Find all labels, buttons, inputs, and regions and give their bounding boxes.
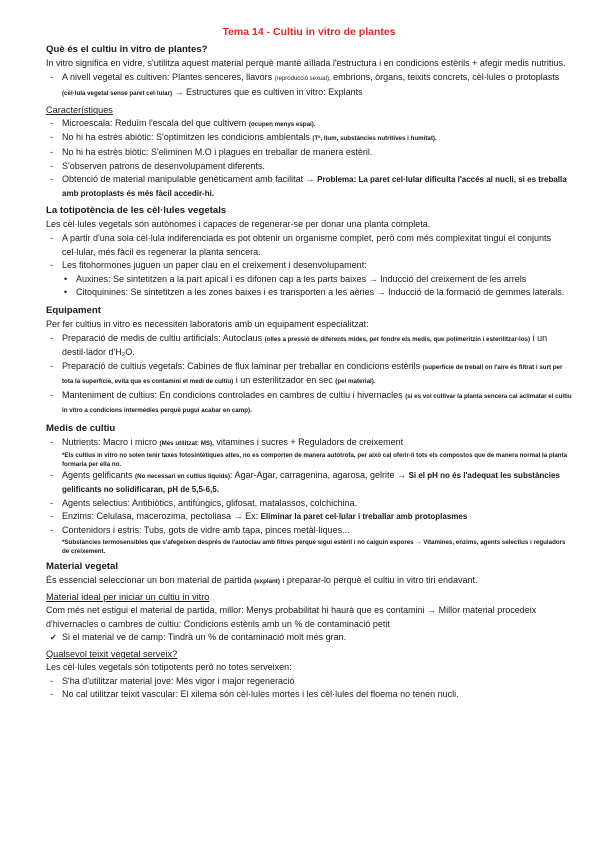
- list-item: - Microescala: Reduïm l'escala del que cultivem (ocupen menys espai).: [46, 117, 572, 132]
- paragraph-plant-material: És essencial seleccionar un bon material de partida (explant) i preparar-lo perquè el cultiu in vitro tiri endavant.: [46, 574, 478, 585]
- list-item: - A nivell vegetal es cultiven: Plantes senceres, llavors (reproducció sexual), embrions, òrgans, teixits concrets, cèl·lules o protoplasts (cèl·lula vegetal sense paret cel·lular) → Estructures que es cultiven in vitro: Explants: [46, 71, 572, 101]
- list-item: - Enzims: Celulasa, macerozima, pectoliasa → Ex: Eliminar la paret cel·lular i treballar amb protoplasmes: [46, 510, 572, 524]
- section-heading-totipotency: La totipotència de les cèl·lules vegetals: [46, 205, 227, 217]
- paragraph-ideal-material: Com més net estigui el material de partida, millor: Menys probabilitat hi haurà que es contamini → Millor material procedeix d'hivernacles o cambres de cultiu: Condicions estèrils amb un % de contaminació petit: [46, 605, 537, 629]
- list-item: - Agents selectius: Antibiòtics, antifúngics, glifosat, matalassos, colchichina.: [46, 497, 572, 511]
- list-tissue: [46, 675, 572, 702]
- paragraph-intro: In vitro significa en vidre, s'utilitza aquest material perquè manté aïllada l'estructura i en condicions estèrils + afegir medis nutritius.: [46, 58, 566, 68]
- list-features: [46, 117, 572, 201]
- list-media: [46, 436, 572, 451]
- section-heading-media: Medis de cultiu: [46, 423, 116, 435]
- page-title: Tema 14 - Cultiu in vitro de plantes: [222, 26, 396, 38]
- section-heading-equipment: Equipament: [46, 304, 101, 316]
- list-item: - No hi ha estrès abiòtic: S'optimitzen les condicions ambientals (Tª, llum, substàncies nutritives i humitat).: [46, 131, 572, 146]
- list-item: - Preparació de medis de cultiu artificials: Autoclaus (olles a pressió de diferents mides, per fondre els medis, que polimeritzin i esterilitzar-los) i un destil·lador d'H₂O.: [46, 332, 572, 360]
- list-item: - A partir d'una sola cèl·lula indiferenciada es pot obtenir un organisme complet, però com més complexitat tingui el conjunts cel·lular, més fàcil es regenerar la planta sencera.: [46, 232, 572, 259]
- list-item: - Agents gelificants (No necessari en cultius líquids): Agar-Agar, carragenina, agarosa, gelrite → Si el pH no és l'adequat les substàncies gelificants no solidificaran, pH de 5,5-6,5.: [46, 469, 572, 497]
- list-item: - Preparació de cultius vegetals: Cabines de flux laminar per treballar en condicions estèrils (superfície de treball on l'aire és filtrat i surt per tota la superfície, evita que es contamini el medi de cultiu) i un esterilitzador en sec (pel material).: [46, 360, 572, 389]
- list-item: - S'observen patrons de desenvolupament diferents.: [46, 160, 572, 174]
- footnote: *Substàncies termosensibles que s'afegeixen després de l'autoclau amb filtres perquè sigui estèril i no caiguin espores → Vitamines, enzims, agents selectius i reguladors de creixement.: [62, 538, 566, 555]
- paragraph-any-tissue: Les cèl·lules vegetals són totipotents però no totes serveixen:: [46, 662, 292, 672]
- list-equipment: [46, 332, 572, 419]
- list-media-2: [46, 469, 572, 538]
- subheading-any-tissue: Qualsevol teixit vegetal serveix?: [46, 649, 178, 659]
- paragraph-totipotency: Les cèl·lules vegetals són autònomes i capaces de regenerar-se per donar una planta completa.: [46, 219, 431, 230]
- list-item: - No cal utilitzar teixit vascular: El xilema són cèl·lules mortes i les cèl·lules del floema no tenen nucli.: [46, 688, 572, 702]
- list-item: - Contenidors i estris: Tubs, gots de vidre amb tapa, pinces metàl·liques...: [46, 524, 572, 538]
- subheading-ideal-material: Material ideal per iniciar un cultiu in vitro: [46, 592, 210, 603]
- section-heading-features: Característiques: [46, 104, 113, 115]
- list-item: - Les fitohormones juguen un paper clau en el creixement i desenvolupament:: [46, 259, 572, 273]
- list-cultivated: [46, 71, 572, 101]
- paragraph-equipment: Per fer cultius in vitro es necessiten laboratoris amb un equipament especialitzat:: [46, 318, 369, 329]
- list-item: - Manteniment de cultius: En condicions controlades en cambres de cultiu i hivernacles (si es vol cultivar la planta sencera cal aclimatar el cultiu in vitro a condicions intermèdies perquè pugui acabar en camp).: [46, 389, 572, 418]
- list-item: ✔ Si el material ve de camp: Tindrà un % de contaminació molt més gran.: [46, 631, 572, 645]
- list-item: - Nutrients: Macro i micro (Més utilitzat: MS), vitamines i sucres + Reguladors de creixement: [46, 436, 572, 451]
- list-field-material: [46, 631, 572, 645]
- section-heading-what: Què és el cultiu in vitro de plantes?: [46, 44, 208, 55]
- list-totipotency: [46, 232, 572, 300]
- section-heading-plant-material: Material vegetal: [46, 560, 118, 572]
- list-item: - Obtenció de material manipulable genèticament amb facilitat → Problema: La paret cel·lular dificulta l'accés al nucli, si es treballa amb protoplasts és més fàcil accedir-hi.: [46, 173, 572, 200]
- footnote: *Els cultius in vitro no solen tenir taxes fotosintètiques altes, no es comporten de manera autòtrofa, per això cal oferir-li tots els compostos que de manera normal la planta formaria per ella no.: [62, 451, 568, 468]
- list-item: - S'ha d'utilitzar material jove: Més vigor i major regeneració: [46, 675, 572, 689]
- list-item: - No hi ha estrès biòtic: S'eliminen M.O i plagues en treballar de manera estèril.: [46, 146, 572, 160]
- list-item-auxines: • Auxines: Se sintetitzen a la part apical i es difonen cap a les parts baixes → Inducció del creixement de les arrels: [46, 273, 572, 287]
- list-item-citoquinines: • Citoquinines: Se sintetitzen a les zones baixes i es transporten a les aèries → Inducció de la formació de gemmes laterals.: [46, 286, 572, 300]
